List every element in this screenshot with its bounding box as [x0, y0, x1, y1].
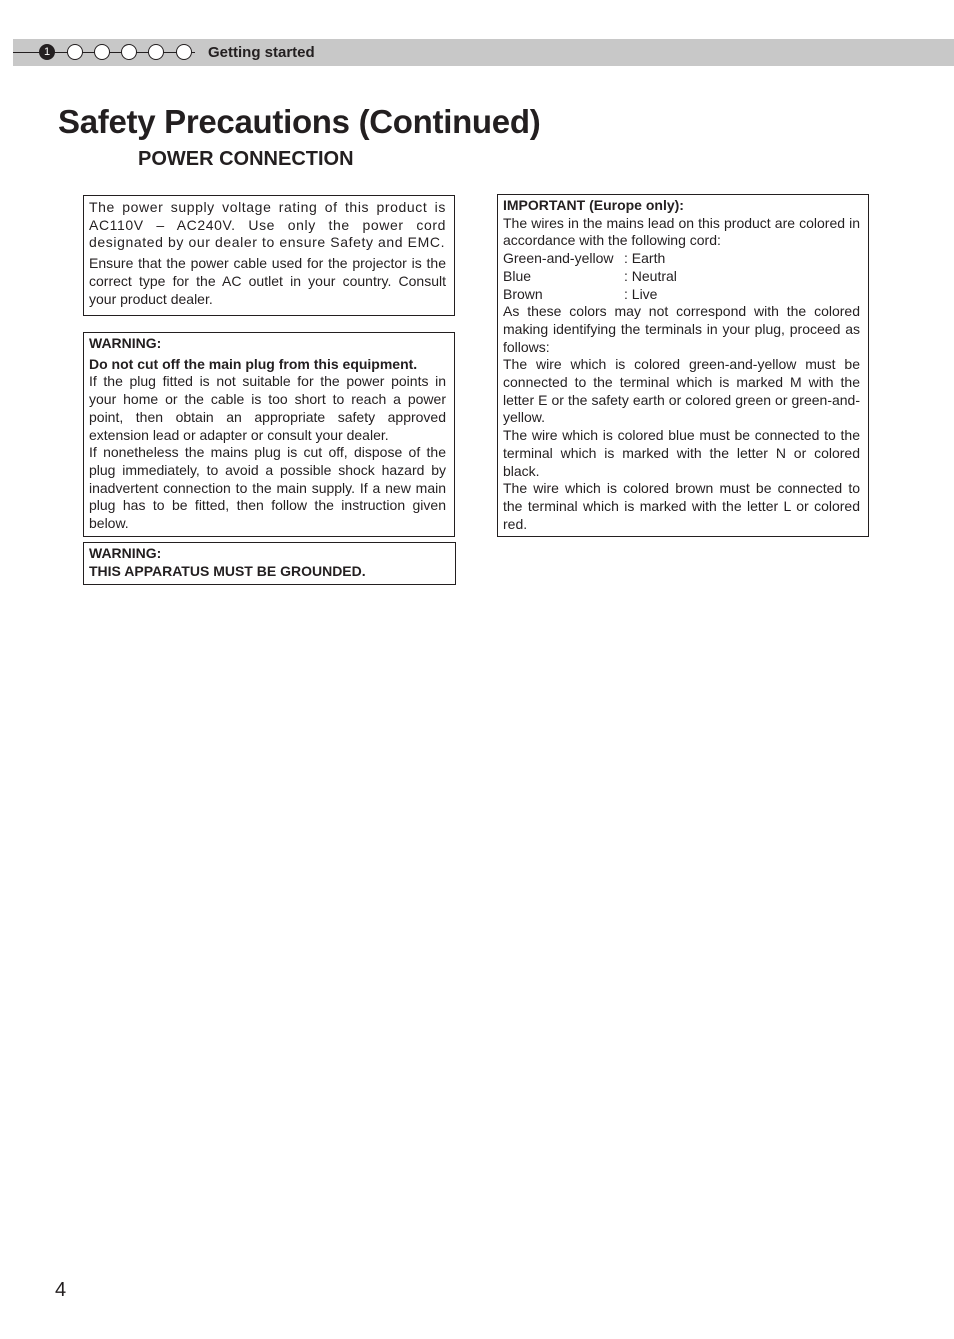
- warning-heading: WARNING:: [89, 335, 162, 351]
- chapter-dot: [121, 44, 137, 60]
- important-heading: IMPORTANT (Europe only):: [503, 197, 684, 213]
- warning-grounded-box: [83, 542, 456, 585]
- warning-grounded-text: THIS APPARATUS MUST BE GROUNDED.: [89, 562, 366, 579]
- important-paragraph: The wire which is colored brown must be connected to the terminal which is marked with the letter L or colored red.: [503, 480, 860, 532]
- voltage-paragraph: The power supply voltage rating of this product is AC110V – AC240V. Use only the power cord designated by our dealer to ensure Safety and EMC.: [89, 199, 446, 251]
- warning-lead: Do not cut off the main plug from this equipment.: [89, 355, 418, 372]
- voltage-paragraph: Ensure that the power cable used for the projector is the correct type for the AC outlet in your country. Consult your product dealer.: [89, 255, 446, 307]
- cord-color: Green-and-yellow: [503, 250, 614, 267]
- chapter-dot: [67, 44, 83, 60]
- section-label: Getting started: [208, 44, 315, 61]
- important-paragraph: As these colors may not correspond with the colored making identifying the terminals in your plug, proceed as follows:: [503, 303, 860, 355]
- cord-terminal: : Live: [624, 285, 658, 302]
- cord-color: Blue: [503, 267, 532, 284]
- section-subtitle: POWER CONNECTION: [138, 148, 354, 170]
- cord-color: Brown: [503, 285, 543, 302]
- chapter-dot: [148, 44, 164, 60]
- warning-heading: WARNING:: [89, 545, 162, 561]
- cord-row: [503, 250, 860, 268]
- chapter-dot: [176, 44, 192, 60]
- cord-terminal: : Neutral: [624, 267, 677, 284]
- important-paragraph: The wire which is colored blue must be connected to the terminal which is marked with the letter N or colored black.: [503, 427, 860, 479]
- cord-row: [503, 286, 860, 304]
- page-number: 4: [55, 1279, 67, 1301]
- page-title: Safety Precautions (Continued): [58, 103, 541, 140]
- important-intro: The wires in the mains lead on this product are colored in accordance with the following cord:: [503, 214, 860, 249]
- chapter-dot-active: 1: [39, 44, 55, 60]
- warning-paragraph: If nonetheless the mains plug is cut off, dispose of the plug immediately, to avoid a possible shock hazard by inadvertent connection to the main supply. If a new main plug has to be fitted, then follow the instruction given below.: [89, 444, 446, 532]
- important-europe-box: [497, 194, 869, 537]
- warning-paragraph: If the plug fitted is not suitable for the power points in your home or the cable is too short to reach a power point, then obtain an appropriate safety approved extension lead or adapter or consult your dealer.: [89, 373, 446, 443]
- cord-terminal: : Earth: [624, 250, 666, 267]
- cord-row: [503, 268, 860, 286]
- warning-main-plug-box: [83, 332, 455, 537]
- important-paragraph: The wire which is colored green-and-yellow must be connected to the terminal which is marked M with the letter E or the safety earth or colored green or green-and-yellow.: [503, 356, 860, 426]
- voltage-rating-box: [83, 195, 455, 316]
- chapter-dot: [94, 44, 110, 60]
